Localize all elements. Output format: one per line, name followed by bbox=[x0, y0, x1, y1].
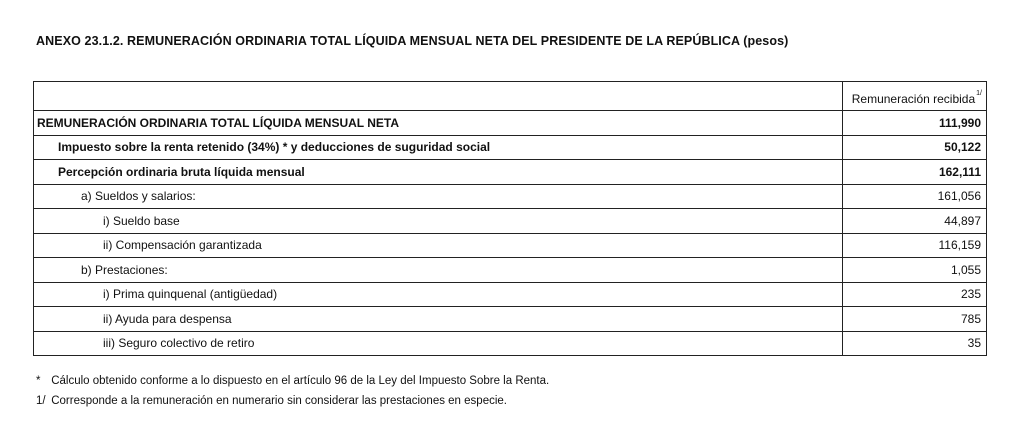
footnote-mark: 1/ bbox=[36, 395, 46, 407]
row-value: 50,122 bbox=[843, 135, 987, 160]
remuneration-table bbox=[33, 81, 987, 356]
row-label: i) Prima quinquenal (antigüedad) bbox=[34, 282, 843, 307]
table-row bbox=[34, 184, 987, 209]
row-value: 1,055 bbox=[843, 258, 987, 283]
row-label: REMUNERACIÓN ORDINARIA TOTAL LÍQUIDA MENSUAL NETA bbox=[34, 111, 843, 136]
document-title: ANEXO 23.1.2. REMUNERACIÓN ORDINARIA TOTAL LÍQUIDA MENSUAL NETA DEL PRESIDENTE DE LA REPÚBLICA (pesos) bbox=[36, 34, 789, 48]
table-body bbox=[34, 111, 987, 356]
remuneration-table-container bbox=[33, 81, 986, 356]
row-label: i) Sueldo base bbox=[34, 209, 843, 234]
row-label: b) Prestaciones: bbox=[34, 258, 843, 283]
table-row bbox=[34, 307, 987, 332]
row-value: 111,990 bbox=[843, 111, 987, 136]
row-value: 785 bbox=[843, 307, 987, 332]
value-column-header-label: Remuneración recibida bbox=[851, 92, 976, 106]
concept-column-header bbox=[34, 82, 843, 111]
value-column-header-footnote: 1/ bbox=[976, 90, 982, 97]
row-value: 162,111 bbox=[843, 160, 987, 185]
row-label: ii) Ayuda para despensa bbox=[34, 307, 843, 332]
table-row bbox=[34, 111, 987, 136]
table-row bbox=[34, 160, 987, 185]
table-row bbox=[34, 135, 987, 160]
row-label: Percepción ordinaria bruta líquida mensual bbox=[34, 160, 843, 185]
footnote-mark: * bbox=[36, 375, 41, 387]
row-value: 44,897 bbox=[843, 209, 987, 234]
table-row bbox=[34, 258, 987, 283]
footnotes bbox=[36, 371, 549, 411]
footnote-text: Cálculo obtenido conforme a lo dispuesto en el artículo 96 de la Ley del Impuesto Sobre la Renta. bbox=[51, 375, 550, 387]
table-row bbox=[34, 331, 987, 356]
table-header-row bbox=[34, 82, 987, 111]
row-value: 116,159 bbox=[843, 233, 987, 258]
row-label: ii) Compensación garantizada bbox=[34, 233, 843, 258]
footnote-asterisk bbox=[36, 371, 549, 391]
footnote-text: Corresponde a la remuneración en numerario sin considerar las prestaciones en especie. bbox=[51, 395, 507, 407]
row-value: 161,056 bbox=[843, 184, 987, 209]
row-label: a) Sueldos y salarios: bbox=[34, 184, 843, 209]
table-row bbox=[34, 233, 987, 258]
table-row bbox=[34, 282, 987, 307]
row-label: iii) Seguro colectivo de retiro bbox=[34, 331, 843, 356]
footnote-1 bbox=[36, 391, 549, 411]
table-row bbox=[34, 209, 987, 234]
row-value: 235 bbox=[843, 282, 987, 307]
value-column-header bbox=[843, 82, 987, 111]
row-value: 35 bbox=[843, 331, 987, 356]
row-label: Impuesto sobre la renta retenido (34%) * y deducciones de suguridad social bbox=[34, 135, 843, 160]
